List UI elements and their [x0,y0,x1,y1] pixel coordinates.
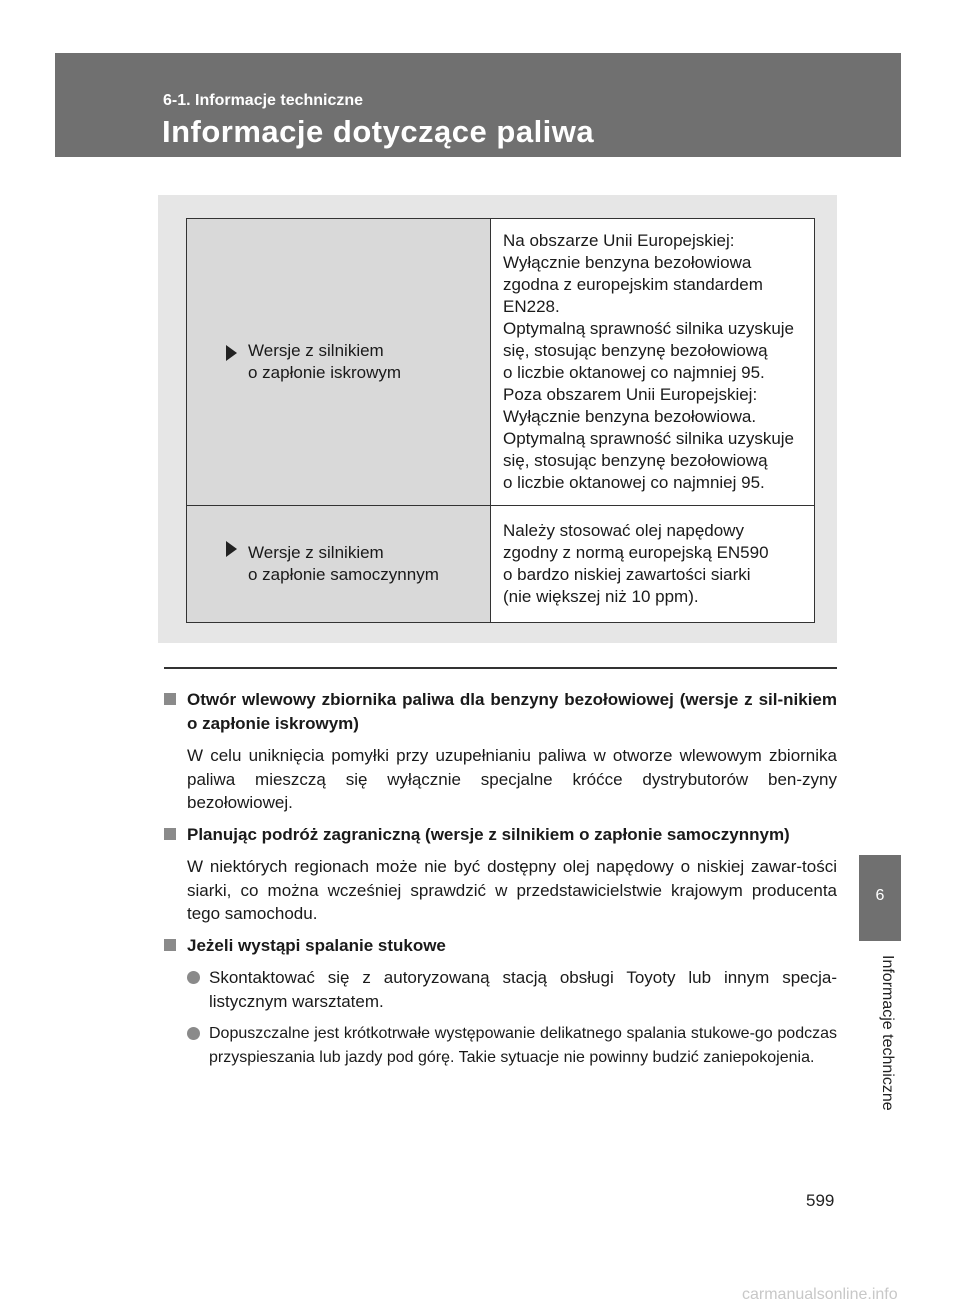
note-heading [164,823,837,847]
notes-content [164,688,837,1078]
table-value-cell [491,219,815,506]
section-divider [164,667,837,669]
fuel-table-panel [158,195,837,643]
square-bullet-icon [164,828,176,840]
square-bullet-icon [164,939,176,951]
watermark: carmanualsonline.info [742,1286,898,1303]
engine-type-label: Wersje z silnikiem o zapłonie iskrowym [248,341,402,382]
circle-bullet-icon [187,1027,200,1040]
note-body: W celu uniknięcia pomyłki przy uzupełnianiu paliwa w otworze wlewowym zbiornika paliwa mieszczą się wyłącznie specjalne króćce dystrybutorów ben-zyny bezołowiowej. [187,746,837,812]
note-heading-text: Planując podróż zagraniczną (wersje z silnikiem o zapłonie samoczynnym) [187,824,790,844]
table-row [187,219,815,506]
engine-type-label: Wersje z silnikiem o zapłonie samoczynnym [248,543,439,584]
page-header [55,53,901,157]
arrow-right-icon [226,541,237,557]
page-title: Informacje dotyczące paliwa [162,114,595,149]
chapter-label: Informacje techniczne [879,955,896,1111]
chapter-tab[interactable] [859,855,901,941]
note-heading-text: Jeżeli wystąpi spalanie stukowe [187,935,446,955]
list-item-text: Skontaktować się z autoryzowaną stacją obsługi Toyoty lub innym specja-listycznym warsztatem. [209,968,837,1011]
table-value-cell [491,506,815,623]
fuel-table [186,218,815,623]
list-item [187,966,837,1013]
square-bullet-icon [164,693,176,705]
table-row [187,506,815,623]
fuel-requirement-text: Należy stosować olej napędowy zgodny z normą europejską EN590 o bardzo niskiej zawartości siarki (nie większej niż 10 ppm). [503,521,769,606]
table-label-cell [187,219,491,506]
list-item [187,1022,837,1069]
fuel-requirement-text: Na obszarze Unii Europejskiej: Wyłącznie benzyna bezołowiowa zgodna z europejskim standardem EN228. Optymalną sprawność silnika uzyskuje się, stosując benzynę bezołowiową o liczbie oktanowej co najmniej 95. Poza obszarem Unii Europejskiej: Wyłącznie benzyna bezołowiowa. Optymalną sprawność silnika uzyskuje się, stosując benzynę bezołowiową o liczbie oktanowej co najmniej 95. [503,231,795,492]
arrow-right-icon [226,345,237,361]
circle-bullet-icon [187,971,200,984]
note-heading [164,688,837,735]
note-heading [164,934,837,958]
note-heading-text: Otwór wlewowy zbiornika paliwa dla benzyny bezołowiowej (wersje z sil-nikiem o zapłonie iskrowym) [187,690,837,733]
chapter-number: 6 [875,887,885,904]
section-label: 6-1. Informacje techniczne [163,92,364,109]
list-item-text: Dopuszczalne jest krótkotrwałe występowanie delikatnego spalania stukowe-go podczas przyspieszania lub jazdy pod górę. Takie sytuacje nie powinny budzić zaniepokojenia. [209,1025,837,1066]
table-label-cell [187,506,491,623]
page-number: 599 [806,1191,835,1210]
note-body: W niektórych regionach może nie być dostępny olej napędowy o niskiej zawar-tości siarki, co można wcześniej sprawdzić w przedstawicielstwie krajowym producenta tego samochodu. [187,857,837,923]
